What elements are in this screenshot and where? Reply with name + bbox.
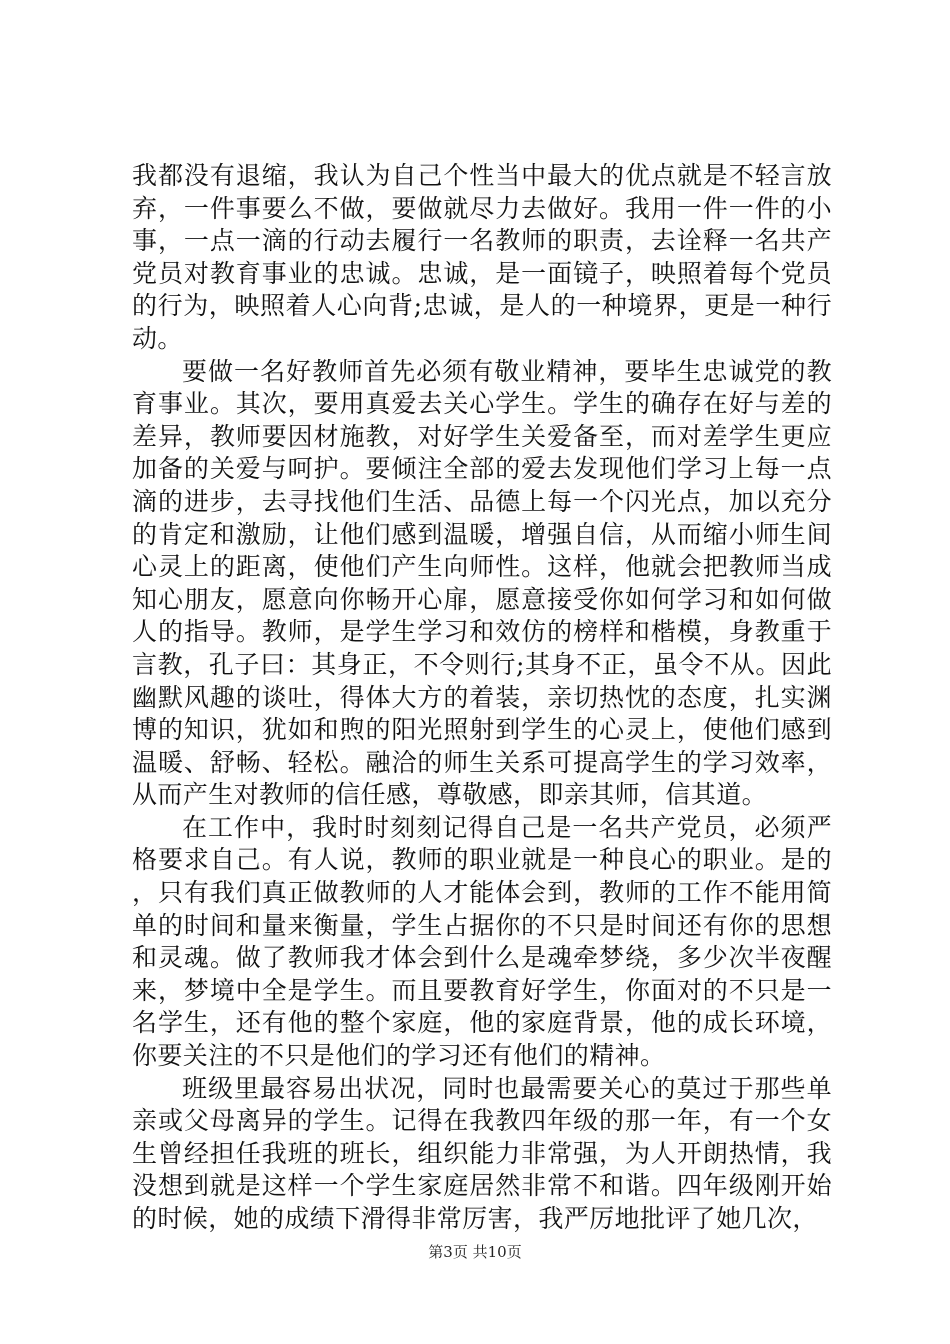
paragraph-1: 我都没有退缩，我认为自己个性当中最大的优点就是不轻言放弃，一件事要么不做，要做就尽力去做好。我用一件一件的小事，一点一滴的行动去履行一名教师的职责，去诠释一名共产党员对教育事业的忠诚。忠诚，是一面镜子，映照着每个党员的行为，映照着人心向背;忠诚，是人的一种境界，更是一种行动。 [132,161,832,353]
paragraph-4: 班级里最容易出状况，同时也最需要关心的莫过于那些单亲或父母离异的学生。记得在我教四年级的那一年，有一个女生曾经担任我班的班长，组织能力非常强，为人开朗热情，我没想到就是这样一个学生家庭居然非常不和谐。四年级刚开始的时候，她的成绩下滑得非常厉害，我严厉地批评了她几次， [132,1073,832,1233]
body-text [132,160,832,1236]
page-footer: 第3页 共10页 [428,1243,522,1261]
paragraph-2: 要做一名好教师首先必须有敬业精神，要毕生忠诚党的教育事业。其次，要用真爱去关心学生。学生的确存在好与差的差异，教师要因材施教，对好学生关爱备至，而对差学生更应加备的关爱与呵护。要倾注全部的爱去发现他们学习上每一点滴的进步，去寻找他们生活、品德上每一个闪光点，加以充分的肯定和激励，让他们感到温暖，增强自信，从而缩小师生间心灵上的距离，使他们产生向师性。这样，他就会把教师当成知心朋友，愿意向你畅开心扉，愿意接受你如何学习和如何做人的指导。教师，是学生学习和效仿的榜样和楷模，身教重于言教，孔子曰：其身正，不令则行;其身不正，虽令不从。因此幽默风趣的谈吐，得体大方的着装，亲切热忱的态度，扎实渊博的知识，犹如和煦的阳光照射到学生的心灵上，使他们感到温暖、舒畅、轻松。融洽的师生关系可提高学生的学习效率，从而产生对教师的信任感，尊敬感，即亲其师，信其道。 [132,356,832,810]
paragraph-3: 在工作中，我时时刻刻记得自己是一名共产党员，必须严格要求自己。有人说，教师的职业就是一种良心的职业。是的，只有我们真正做教师的人才能体会到，教师的工作不能用简单的时间和量来衡量，学生占据你的不只是时间还有你的思想和灵魂。做了教师我才体会到什么是魂牵梦绕，多少次半夜醒来，梦境中全是学生。而且要教育好学生，你面对的不只是一名学生，还有他的整个家庭，他的家庭背景，他的成长环境，你要关注的不只是他们的学习还有他们的精神。 [132,812,832,1071]
